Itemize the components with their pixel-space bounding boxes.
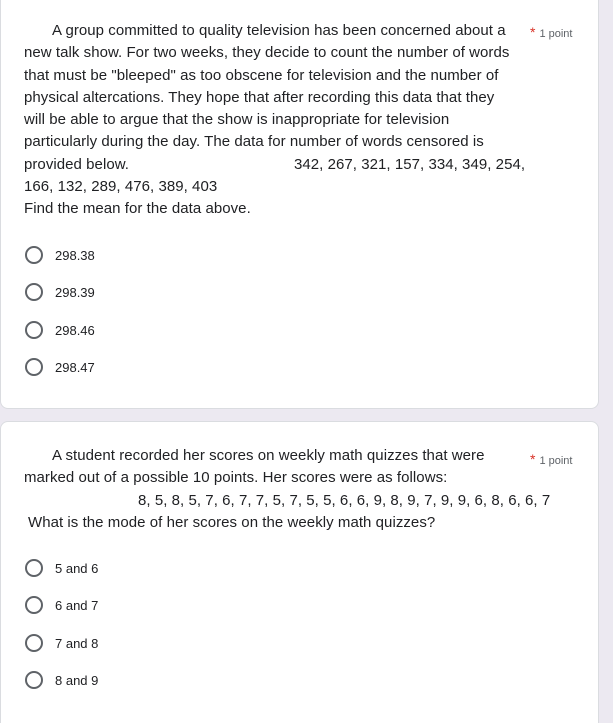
question-2-line: A student recorded her scores on weekly math quizzes that were	[52, 447, 485, 464]
radio-button[interactable]	[25, 559, 43, 577]
question-1-line: particularly during the day. The data for number of words censored is	[24, 133, 484, 151]
option-298-39[interactable]	[25, 281, 95, 303]
question-1-data-values: 342, 267, 321, 157, 334, 349, 254,	[294, 155, 526, 173]
option-label: 298.46	[55, 322, 95, 338]
radio-button[interactable]	[25, 634, 43, 652]
question-card-2	[0, 421, 599, 723]
option-label: 5 and 6	[55, 560, 99, 576]
question-2-scores: 8, 5, 8, 5, 7, 6, 7, 7, 5, 7, 5, 5, 6, 6, 9, 8, 9, 7, 9, 9, 6, 8, 6, 6, 7	[138, 491, 551, 509]
radio-button[interactable]	[25, 596, 43, 614]
option-298-46[interactable]	[25, 319, 95, 341]
option-5-and-6[interactable]	[25, 557, 98, 579]
question-1-line	[24, 154, 524, 176]
option-label: 8 and 9	[55, 672, 99, 688]
question-1-line: that must be "bleeped" as too obscene for television and the number of	[24, 66, 499, 84]
points-label: 1 point	[539, 28, 573, 40]
option-8-and-9[interactable]	[25, 669, 98, 691]
option-298-38[interactable]	[25, 244, 95, 266]
points-label: 1 point	[539, 455, 573, 467]
question-2-text	[24, 445, 551, 534]
question-1-prompt: Find the mean for the data above.	[24, 200, 251, 218]
question-1-line: physical altercations. They hope that after recording this data that they	[24, 88, 495, 106]
option-label: 298.38	[55, 247, 95, 263]
question-1-line: A group committed to quality television has been concerned about a	[52, 22, 506, 39]
question-1-line: will be able to argue that the show is inappropriate for television	[24, 111, 450, 129]
radio-button[interactable]	[25, 671, 43, 689]
radio-button[interactable]	[25, 358, 43, 376]
question-1-line-text: provided below.	[24, 155, 129, 173]
radio-button[interactable]	[25, 246, 43, 264]
question-1-line: new talk show. For two weeks, they decide to count the number of words	[24, 44, 510, 62]
question-2-prompt: What is the mode of her scores on the weekly math quizzes?	[28, 513, 436, 531]
required-asterisk: *	[530, 451, 536, 467]
question-1-line: 166, 132, 289, 476, 389, 403	[24, 178, 218, 196]
radio-button[interactable]	[25, 321, 43, 339]
option-7-and-8[interactable]	[25, 632, 98, 654]
option-label: 6 and 7	[55, 597, 99, 613]
points-indicator	[530, 451, 572, 467]
option-label: 298.39	[55, 284, 95, 300]
radio-button[interactable]	[25, 283, 43, 301]
option-6-and-7[interactable]	[25, 594, 98, 616]
points-indicator	[530, 24, 572, 40]
question-2-line: marked out of a possible 10 points. Her scores were as follows:	[24, 469, 448, 487]
option-label: 298.47	[55, 359, 95, 375]
option-label: 7 and 8	[55, 635, 99, 651]
required-asterisk: *	[530, 24, 536, 40]
question-1-text	[24, 20, 524, 221]
option-298-47[interactable]	[25, 356, 95, 378]
